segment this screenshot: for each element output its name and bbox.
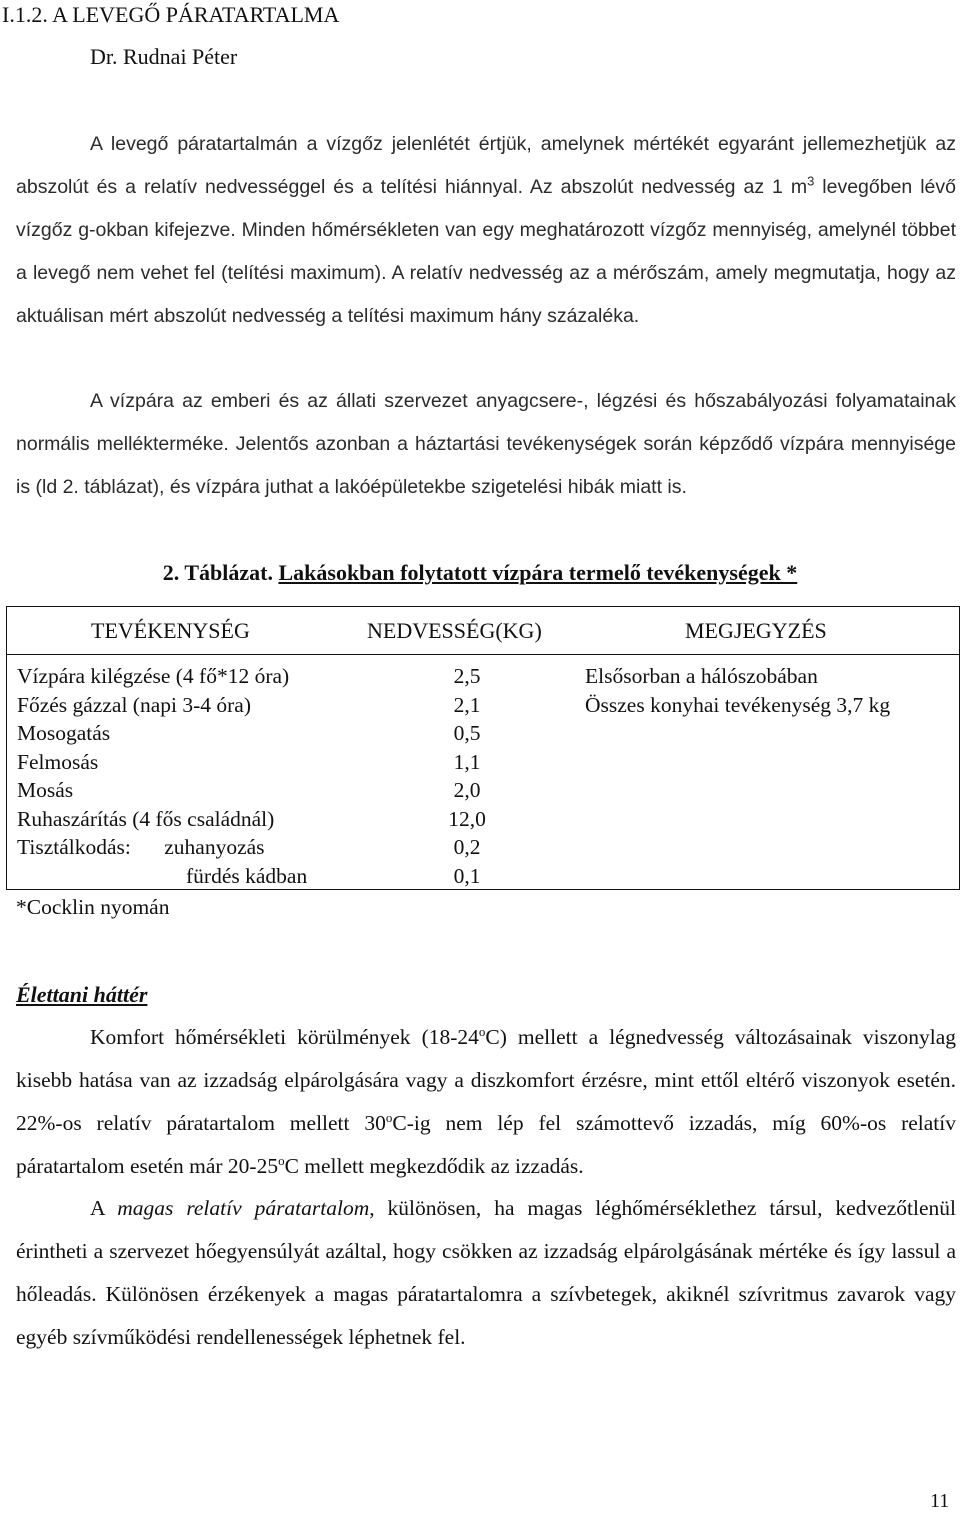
table-caption-title: Lakásokban folytatott vízpára termelő tevékenységek * bbox=[278, 560, 798, 585]
table-row: Ruhaszárítás (4 fős családnál) bbox=[17, 806, 275, 831]
table-cell-value: 2,5 bbox=[453, 664, 481, 688]
header-activity: TEVÉKENYSÉG bbox=[91, 618, 250, 643]
table-row: Felmosás bbox=[17, 749, 99, 774]
table-cell-note: Összes konyhai tevékenység 3,7 kg bbox=[585, 692, 891, 717]
table-row: Vízpára kilégzése (4 fő*12 óra) bbox=[17, 664, 290, 688]
table-header bbox=[7, 607, 959, 655]
page-number: 11 bbox=[930, 1490, 950, 1512]
table-cell-value: 2,0 bbox=[453, 778, 481, 802]
note-column bbox=[585, 662, 955, 719]
header-humidity: NEDVESSÉG(KG) bbox=[367, 618, 542, 643]
physiology-title: Élettani háttér bbox=[16, 982, 148, 1007]
physiology-paragraph-2: A magas relatív páratartalom, különösen, ha magas léghőmérséklethez társul, kedvezőtlenül érintheti a szervezet hőegyensúlyát azáltal, hogy csökken az izzadság elpárolgásának mértéke és így lassul a hőleadás. Különösen érzékenyek a magas páratartalomra a szívbetegek, akiknél szívritmus zavarok vagy egyéb szívműködési rendellenességek léphetnek fel. bbox=[16, 1196, 956, 1349]
table-cell-value: 1,1 bbox=[453, 749, 481, 774]
activity-column bbox=[17, 662, 357, 890]
physiology-paragraph-1: Komfort hőmérsékleti körülmények (18-24$^o$C) mellett a légnedvesség változásainak viszonylag kisebb hatása van az izzadság elpárolgására vagy a diszkomfort érzésre, mint ettől eltérő viszonyok esetén. 22%-os relatív páratartalom mellett 30$^o$C-ig nem lép fel számottevő izzadás, míg 60%-os relatív páratartalom esetén már 20-25$^o$C mellett megkezdődik az izzadás. bbox=[16, 1023, 956, 1178]
section-heading: I.1.2. A LEVEGŐ PÁRATARTALMA bbox=[2, 2, 340, 27]
superscript: 3 bbox=[807, 173, 815, 189]
author-name: Dr. Rudnai Péter bbox=[90, 44, 238, 69]
humidity-column bbox=[417, 662, 517, 890]
table-cell-value: 0,5 bbox=[453, 721, 481, 745]
activity-table bbox=[6, 606, 960, 890]
table-cell-value: 12,0 bbox=[448, 806, 486, 831]
intro-paragraph-2: A vízpára az emberi és az állati szervezet anyagcsere-, légzési és hőszabályozási folyamatainak normális mellékterméke. Jelentős azonban a háztartási tevékenységek során képződő vízpára mennyisége is (ld 2. táblázat), és vízpára juthat a lakóépületekbe szigetelési hibák miatt is. bbox=[16, 390, 956, 498]
header-note: MEGJEGYZÉS bbox=[685, 618, 827, 643]
table-cell-value: 0,2 bbox=[453, 835, 481, 859]
table-footnote: *Cocklin nyomán bbox=[16, 895, 170, 919]
table-row: Mosogatás bbox=[17, 721, 111, 745]
table-cell-note: Elsősorban a hálószobában bbox=[585, 664, 818, 688]
table-cell-value: 0,1 bbox=[453, 863, 481, 888]
table-row: Tisztálkodás: zuhanyozás bbox=[17, 835, 265, 859]
table-row: Főzés gázzal (napi 3-4 óra) bbox=[17, 692, 252, 717]
emphasis: magas relatív páratartalom bbox=[117, 1196, 370, 1220]
table-row: fürdés kádban bbox=[186, 863, 308, 888]
table-caption-label: 2. Táblázat. bbox=[162, 560, 273, 585]
table-row: Mosás bbox=[17, 778, 74, 802]
intro-paragraph-1: A levegő páratartalmán a vízgőz jelenlétét értjük, amelynek mértékét egyaránt jellemezhetjük az abszolút és a relatív nedvességgel és a telítési hiánnyal. Az abszolút nedvesség az 1 $m^3$ levegőben lévő vízgőz g-okban kifejezve. Minden hőmérsékleten van egy meghatározott vízgőz mennyiség, amelynél többet a levegő nem vehet fel (telítési maximum). A relatív nedvesség az a mérőszám, amely megmutatja, hogy az aktuálisan mért abszolút nedvesség a telítési maximum hány százaléka. bbox=[16, 133, 956, 327]
table-cell-value: 2,1 bbox=[453, 692, 481, 717]
table-caption bbox=[0, 558, 960, 588]
